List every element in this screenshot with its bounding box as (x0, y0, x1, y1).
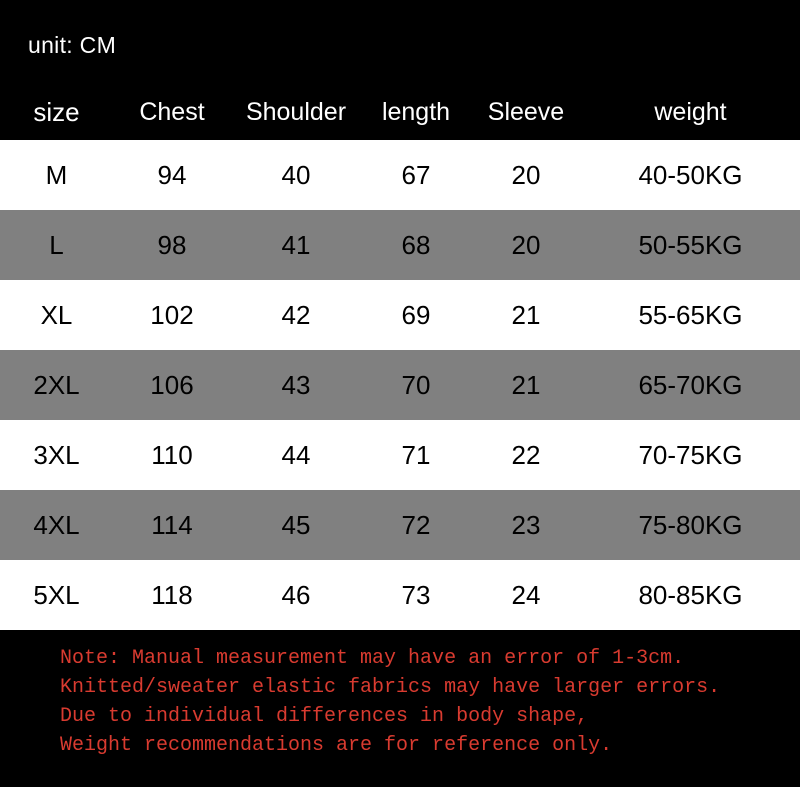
table-row (0, 490, 800, 560)
cell-size: 2XL (33, 369, 80, 400)
note-line: Due to individual differences in body shape, (60, 705, 589, 728)
cell-size: 5XL (33, 579, 80, 610)
cell-sleeve: 20 (511, 229, 541, 260)
cell-chest: 106 (150, 369, 194, 400)
cell-weight: 80-85KG (638, 579, 743, 610)
cell-sleeve: 20 (511, 159, 541, 190)
cell-weight: 55-65KG (638, 299, 743, 330)
cell-size: M (45, 159, 68, 190)
cell-sleeve: 23 (511, 509, 541, 540)
table-row (0, 210, 800, 280)
cell-shoulder: 44 (281, 439, 311, 470)
note-line: Note: Manual measurement may have an error of 1-3cm. (60, 647, 685, 670)
cell-weight: 70-75KG (638, 439, 743, 470)
column-header-weight: weight (654, 97, 727, 126)
table-row (0, 140, 800, 210)
note-line: Weight recommendations are for reference only. (60, 734, 613, 757)
cell-sleeve: 22 (511, 439, 541, 470)
cell-length: 67 (401, 159, 431, 190)
cell-weight: 65-70KG (638, 369, 743, 400)
cell-chest: 98 (157, 229, 187, 260)
cell-size: XL (40, 299, 73, 330)
cell-size: L (49, 229, 64, 260)
cell-size: 4XL (33, 509, 80, 540)
cell-chest: 102 (150, 299, 194, 330)
column-header-sleeve: Sleeve (487, 97, 565, 126)
cell-length: 73 (401, 579, 431, 610)
cell-chest: 118 (151, 579, 193, 610)
cell-sleeve: 24 (511, 579, 541, 610)
cell-size: 3XL (33, 439, 80, 470)
column-header-length: length (381, 97, 451, 126)
column-header-shoulder: Shoulder (245, 97, 347, 126)
cell-weight: 75-80KG (638, 509, 743, 540)
cell-shoulder: 46 (281, 579, 311, 610)
cell-length: 68 (401, 229, 431, 260)
cell-weight: 40-50KG (638, 159, 743, 190)
column-header-chest: Chest (139, 97, 205, 126)
cell-chest: 94 (157, 159, 187, 190)
table-row (0, 420, 800, 490)
cell-shoulder: 41 (281, 229, 311, 260)
cell-shoulder: 43 (281, 369, 311, 400)
cell-shoulder: 40 (281, 159, 311, 190)
unit-label: unit: CM (28, 32, 117, 58)
table-row (0, 280, 800, 350)
cell-sleeve: 21 (511, 369, 541, 400)
column-header-size: size (33, 96, 80, 127)
cell-shoulder: 42 (281, 299, 311, 330)
cell-shoulder: 45 (281, 509, 311, 540)
cell-weight: 50-55KG (638, 229, 743, 260)
cell-length: 71 (401, 439, 431, 470)
note-line: Knitted/sweater elastic fabrics may have larger errors. (60, 676, 721, 699)
size-table (0, 84, 800, 630)
table-header (0, 84, 800, 140)
table-body (0, 140, 800, 630)
table-row (0, 560, 800, 630)
cell-chest: 110 (151, 439, 193, 470)
header-row (0, 84, 800, 140)
cell-length: 70 (401, 369, 431, 400)
cell-length: 69 (401, 299, 431, 330)
cell-length: 72 (401, 509, 431, 540)
table-row (0, 350, 800, 420)
cell-chest: 114 (151, 509, 193, 540)
notes-block (0, 630, 800, 770)
cell-sleeve: 21 (511, 299, 541, 330)
